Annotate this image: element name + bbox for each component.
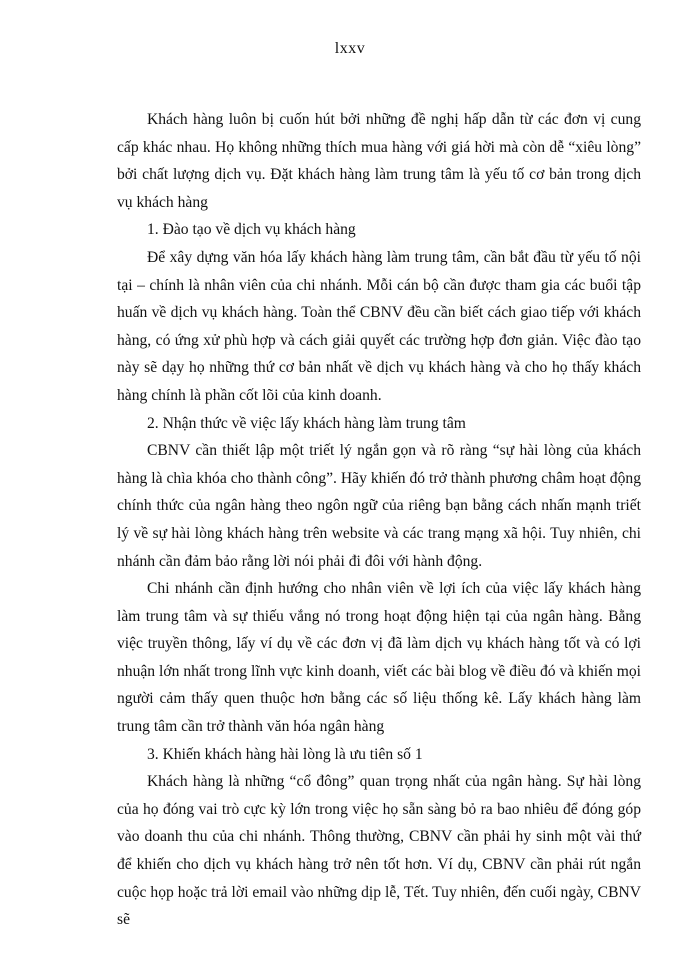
paragraph-intro: Khách hàng luôn bị cuốn hút bởi những đề nghị hấp dẫn từ các đơn vị cung cấp khác nhau. Họ không những thích mua hàng với giá hời mà còn dễ “xiêu lòng” bởi chất lượng dịch vụ. Đặt khách hàng làm trung tâm là yếu tố cơ bản trong dịch vụ khách hàng: [117, 111, 641, 211]
paragraph-philosophy: CBNV cần thiết lập một triết lý ngắn gọn và rõ ràng “sự hài lòng của khách hàng là chìa khóa cho thành công”. Hãy khiến đó trở thành phương châm hoạt động chính thức của ngân hàng theo ngôn ngữ của riêng bạn bằng cách nhấn mạnh triết lý về sự hài lòng khách hàng trên website và các trang mạng xã hội. Tuy nhiên, chi nhánh cần đảm bảo rằng lời nói phải đi đôi với hành động.: [117, 442, 641, 570]
paragraph-satisfaction: Khách hàng là những “cổ đông” quan trọng nhất của ngân hàng. Sự hài lòng của họ đóng vai trò cực kỳ lớn trong việc họ sẵn sàng bỏ ra bao nhiêu để đóng góp vào doanh thu của chi nhánh. Thông thường, CBNV cần phải hy sinh một vài thứ để khiến cho dịch vụ khách hàng trở nên tốt hơn. Ví dụ, CBNV cần phải rút ngắn cuộc họp hoặc trả lời email vào những dịp lễ, Tết. Tuy nhiên, đến cuối ngày, CBNV sẽ: [117, 773, 641, 929]
paragraph-orientation: Chi nhánh cần định hướng cho nhân viên về lợi ích của việc lấy khách hàng làm trung tâm và sự thiếu vắng nó trong hoạt động hiện tại của ngân hàng. Bằng việc truyền thông, lấy ví dụ về các đơn vị đã làm dịch vụ khách hàng tốt và có lợi nhuận lớn nhất trong lĩnh vực kinh doanh, viết các bài blog về điều đó và khiến mọi người cảm thấy quen thuộc hơn bằng các số liệu thống kê. Lấy khách hàng làm trung tâm cần trở thành văn hóa ngân hàng: [117, 580, 641, 736]
page-number: lxxv: [334, 40, 366, 57]
section-heading-3: 3. Khiến khách hàng hài lòng là ưu tiên số 1: [147, 745, 423, 763]
body-text: [117, 106, 641, 934]
section-heading-1: 1. Đào tạo về dịch vụ khách hàng: [147, 221, 356, 239]
section-heading-2: 2. Nhận thức về việc lấy khách hàng làm trung tâm: [147, 414, 466, 432]
paragraph-training: Để xây dựng văn hóa lấy khách hàng làm trung tâm, cần bắt đầu từ yếu tố nội tại – chính là nhân viên của chi nhánh. Mỗi cán bộ cần được tham gia các buổi tập huấn về dịch vụ khách hàng. Toàn thể CBNV đều cần biết cách giao tiếp với khách hàng, có ứng xử phù hợp và cách giải quyết các trường hợp đơn giản. Việc đào tạo này sẽ dạy họ những thứ cơ bản nhất về dịch vụ khách hàng và cho họ thấy khách hàng chính là phần cốt lõi của kinh doanh.: [117, 248, 641, 404]
